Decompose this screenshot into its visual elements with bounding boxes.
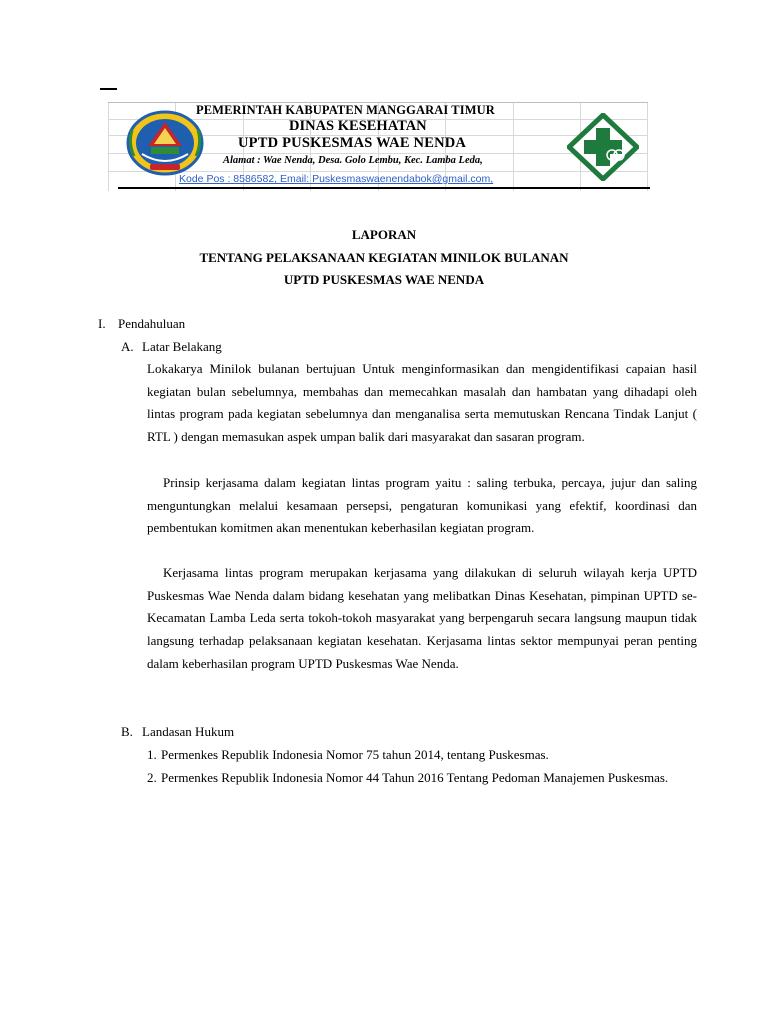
letterhead [108,102,648,190]
corner-mark [100,88,117,90]
section-number: I. [98,316,106,331]
subsection-b-label: B. [121,724,133,739]
section-heading: Pendahuluan [118,316,186,331]
letterhead-contact-link[interactable]: Kode Pos : 8586582, Email: Puskesmaswaenendabok@gmail.com, [179,173,494,185]
list-item-number: 2. [147,770,157,785]
doc-subtitle-unit: UPTD PUSKESMAS WAE NENDA [283,272,485,287]
list-item [147,744,697,767]
letterhead-rule [118,187,650,189]
letterhead-government: PEMERINTAH KABUPATEN MANGGARAI TIMUR [196,103,495,117]
district-emblem-icon [126,110,204,176]
paragraph: Kerjasama lintas program merupakan kerjasama yang dilakukan di seluruh wilayah kerja UPTD Puskesmas Wae Nenda dalam bidang kesehatan yang melibatkan Dinas Kesehatan, pimpinan UPTD se-Kecamatan Lamba Leda serta tokoh-tokoh masyarakat yang berpengaruh secara langsung maupun tidak langsung terhadap pelaksanaan kegiatan kesehatan. Kerjasama lintas sektor mempunyai peran penting dalam keberhasilan program UPTD Puskesmas Wae Nenda. [147,565,697,671]
subsection-b-title: Landasan Hukum [142,724,235,739]
list-item-text: Permenkes Republik Indonesia Nomor 75 tahun 2014, tentang Puskesmas. [161,747,549,762]
list-item [147,767,697,790]
doc-title: LAPORAN [351,227,417,242]
subsection-a-label: A. [121,339,134,354]
letterhead-address: Alamat : Wae Nenda, Desa. Golo Lembu, Kec. Lamba Leda, [223,155,483,166]
letterhead-agency: DINAS KESEHATAN [289,118,427,134]
paragraph: Lokakarya Minilok bulanan bertujuan Untuk menginformasikan dan mengidentifikasi capaian hasil kegiatan bulan sebelumnya, membahas dan memecahkan masalah dan hambatan yang dihadapi oleh lintas program pada kegiatan sebelumnya dan menganalisa serta memutuskan Rencana Tindak Lanjut ( RTL ) dengan memasukan aspek umpan balik dari masyarakat dan sasaran program. [147,361,697,445]
subsection-a-title: Latar Belakang [142,339,222,354]
list-item-number: 1. [147,747,157,762]
paragraph: Prinsip kerjasama dalam kegiatan lintas program yaitu : saling terbuka, percaya, jujur dan saling menguntungkan melalui kesamaan persepsi, pengaturan komunikasi yang efektif, koordinasi dan pembentukan komitmen akan menentukan keberhasilan kegiatan program. [147,475,697,536]
letterhead-unit: UPTD PUSKESMAS WAE NENDA [238,135,467,151]
doc-subtitle: TENTANG PELAKSANAAN KEGIATAN MINILOK BULANAN [199,250,569,265]
list-item-text: Permenkes Republik Indonesia Nomor 44 Tahun 2016 Tentang Pedoman Manajemen Puskesmas. [161,770,669,785]
puskesmas-cross-icon [567,113,639,181]
